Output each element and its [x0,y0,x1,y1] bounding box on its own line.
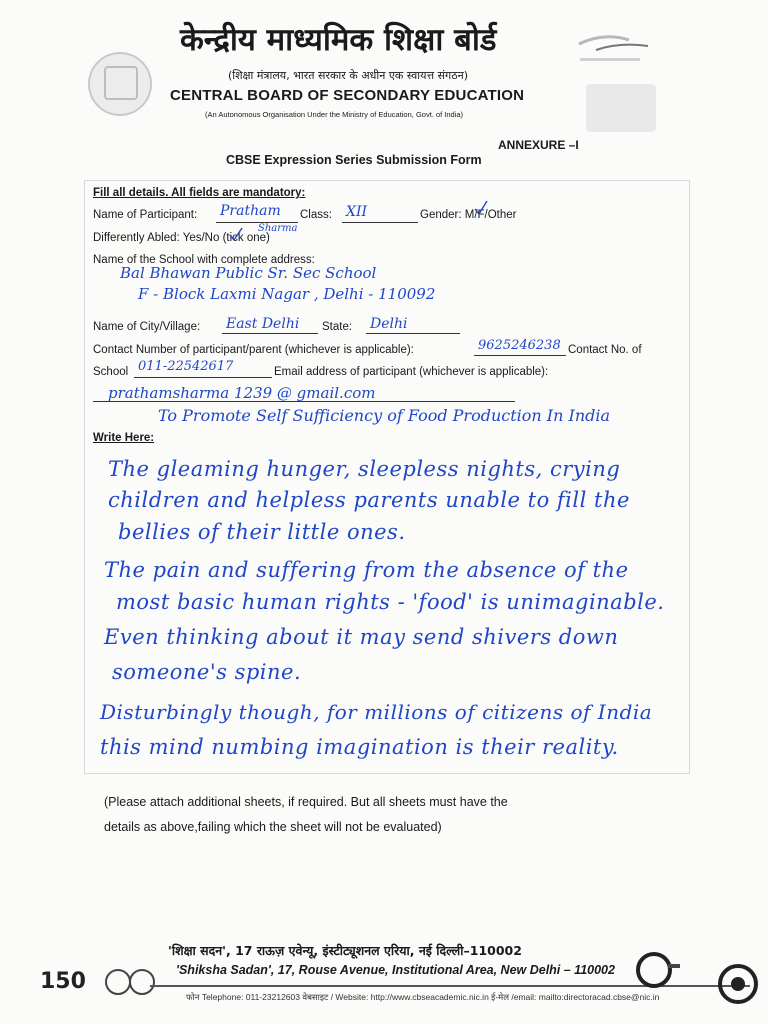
essay-line: Disturbingly though, for millions of citizens of India [100,700,653,724]
form-instructions: Fill all details. All fields are mandatory: [93,187,306,199]
gender-tick-icon [473,200,489,216]
participant-label: Name of Participant: [93,209,198,221]
email-label: Email address of participant (whichever is applicable): [274,366,549,378]
contact-underline [474,355,566,356]
differently-abled-label: Differently Abled: Yes/No (tick one) [93,232,270,244]
essay-line: someone's spine. [112,660,302,684]
essay-line: this mind numbing imagination is their reality. [100,735,619,759]
school-phone-underline [134,377,272,378]
school-contact-label: Contact No. of [568,344,642,356]
participant-name: Pratham [220,203,281,219]
essay-line: Even thinking about it may send shivers down [104,625,619,649]
participant-surname: Sharma [258,223,298,234]
school-phone-label: School [93,366,129,378]
hindi-title: केन्द्रीय माध्यमिक शिक्षा बोर्ड [180,22,497,58]
g20-logo-icon [586,84,656,132]
class-underline [342,222,418,223]
city-label: Name of City/Village: [93,321,201,333]
annexure-label: ANNEXURE –I [498,138,579,152]
gandhi-150-logo-icon [38,958,158,1008]
essay-line: The gleaming hunger, sleepless nights, crying [108,457,621,481]
contact-value: 9625246238 [478,338,561,353]
english-title: CENTRAL BOARD OF SECONDARY EDUCATION [170,87,525,104]
essay-line: The pain and suffering from the absence of the [104,558,629,582]
school-label: Name of the School with complete address: [93,254,315,266]
footer-hindi-address: 'शिक्षा सदन', 17 राऊज़ एवेन्यू, इंस्टीट्यूशनल एरिया, नई दिल्ली–110002 [168,943,522,958]
class-value: XII [346,204,368,220]
essay-line: bellies of their little ones. [118,520,406,544]
cbse-seal-logo [88,52,152,116]
class-label: Class: [300,209,332,221]
abled-tick-icon [228,226,244,242]
footer-contact: फोन Telephone: 011-23212603 वेबसाइट / Website: http://www.cbseacademic.nic.in ई-मेल /email: mailto:directoracad.cbse@nic.in [186,992,660,1002]
school-phone-value: 011-22542617 [138,359,234,374]
state-underline [366,333,460,334]
school-address-line2: F - Block Laxmi Nagar , Delhi - 110092 [138,285,436,303]
state-label: State: [322,321,353,333]
city-underline [222,333,318,334]
gender-label: Gender: M/F/Other [420,209,517,221]
hindi-subtitle: (शिक्षा मंत्रालय, भारत सरकार के अधीन एक स्वायत्त संगठन) [228,69,468,82]
participant-underline [216,222,298,223]
write-here-label: Write Here: [93,432,155,444]
email-value: prathamsharma 1239 @ gmail.com [108,384,376,402]
essay-line: most basic human rights - 'food' is unimaginable. [116,590,665,614]
attach-note-line2: details as above,failing which the sheet will not be evaluated) [104,820,442,834]
swachh-bharat-logo-icon [716,962,760,1006]
contact-label: Contact Number of participant/parent (whichever is applicable): [93,344,414,356]
email-underline [93,401,515,402]
state-value: Delhi [370,316,408,332]
city-value: East Delhi [226,316,300,332]
footer-english-address: 'Shiksha Sadan', 17, Rouse Avenue, Institutional Area, New Delhi – 110002 [176,963,615,977]
digital-india-logo-icon [634,950,682,990]
attach-note-line1: (Please attach additional sheets, if required. But all sheets must have the [104,795,508,809]
essay-line: children and helpless parents unable to fill the [108,488,630,512]
school-address-line1: Bal Bhawan Public Sr. Sec School [120,264,377,282]
svg-text:150: 150 [40,969,86,994]
form-title: CBSE Expression Series Submission Form [226,153,482,167]
essay-topic: To Promote Self Sufficiency of Food Production In India [158,406,611,425]
english-subtitle: (An Autonomous Organisation Under the Ministry of Education, Govt. of India) [205,110,464,119]
azadi-logo-icon [574,30,652,70]
